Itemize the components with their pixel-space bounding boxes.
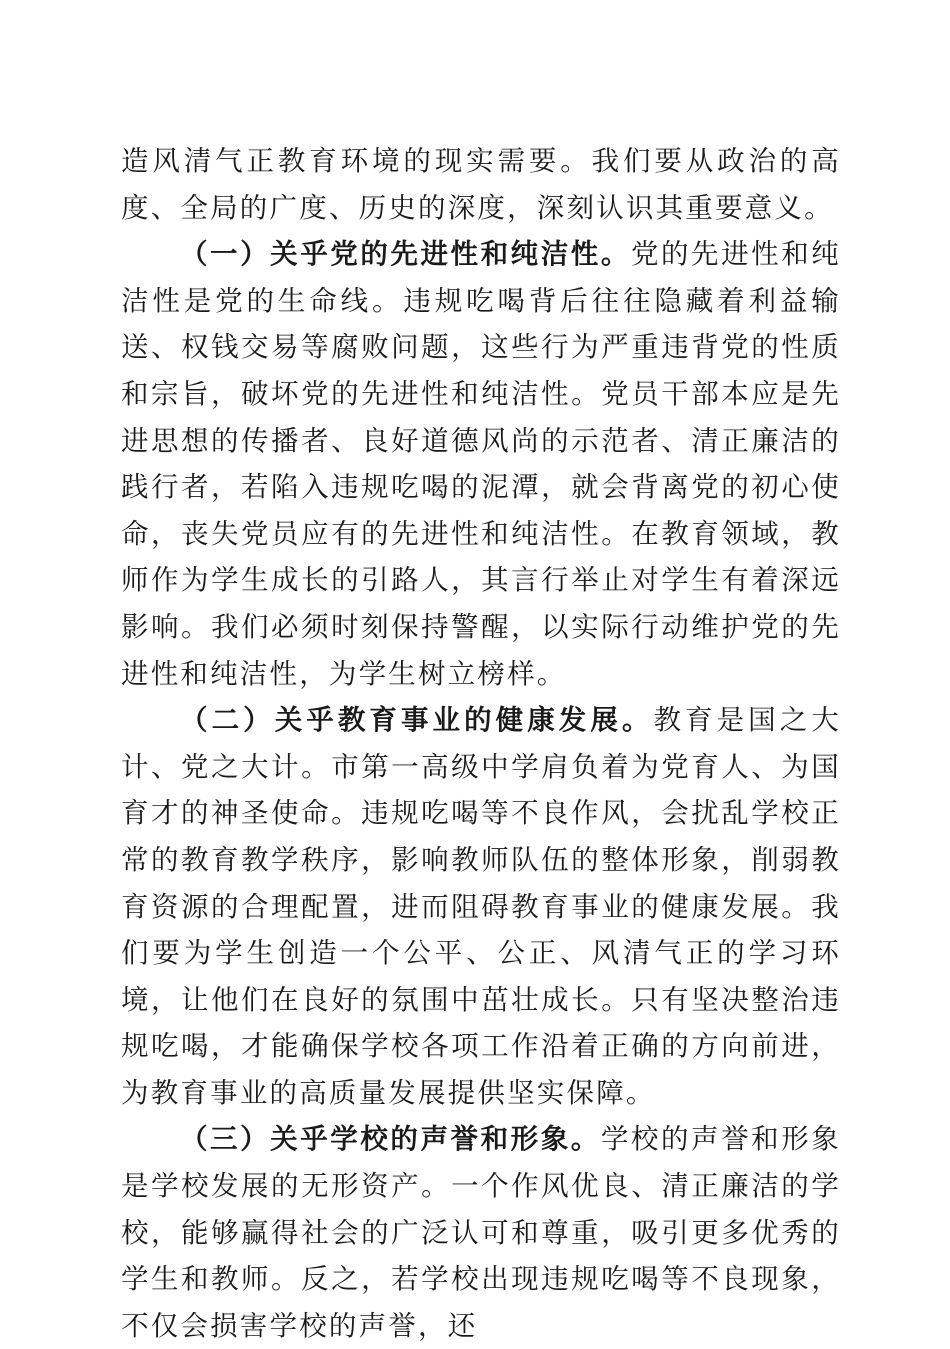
- paragraph-text: 教育是国之大计、党之大计。市第一高级中学肩负着为党育人、为国育才的神圣使命。违规吃喝等不良作风，会扰乱学校正常的教育教学秩序，影响教师队伍的整体形象，削弱教育资源的合理配置，进而阻碍教育事业的健康发展。我们要为学生创造一个公平、公正、风清气正的学习环境，让他们在良好的氛围中茁壮成长。只有坚决整治违规吃喝，才能确保学校各项工作沿着正确的方向前进，为教育事业的高质量发展提供坚实保障。: [121, 704, 842, 1109]
- paragraph-text: 学校的声誉和形象是学校发展的无形资产。一个作风优良、清正廉洁的学校，能够赢得社会的广泛认可和尊重，吸引更多优秀的学生和教师。反之，若学校出现违规吃喝等不良现象，不仅会损害学校的声誉，还: [121, 1123, 841, 1342]
- paragraph-text: 造风清气正教育环境的现实需要。我们要从政治的高度、全局的广度、历史的深度，深刻认识其重要意义。: [121, 145, 841, 224]
- paragraph-section-2: [121, 697, 841, 1116]
- section-heading-2: （二）关乎教育事业的健康发展。: [180, 704, 654, 737]
- document-body: [121, 138, 841, 1349]
- section-heading-1: （一）关乎党的先进性和纯洁性。: [180, 238, 631, 271]
- paragraph-section-3: [121, 1116, 841, 1349]
- paragraph-section-1: [121, 231, 841, 697]
- section-heading-3: （三）关乎学校的声誉和形象。: [180, 1123, 601, 1156]
- paragraph-text: 党的先进性和纯洁性是党的生命线。违规吃喝背后往往隐藏着利益输送、权钱交易等腐败问题，这些行为严重违背党的性质和宗旨，破坏党的先进性和纯洁性。党员干部本应是先进思想的传播者、良好道德风尚的示范者、清正廉洁的践行者，若陷入违规吃喝的泥潭，就会背离党的初心使命，丧失党员应有的先进性和纯洁性。在教育领域，教师作为学生成长的引路人，其言行举止对学生有着深远影响。我们必须时刻保持警醒，以实际行动维护党的先进性和纯洁性，为学生树立榜样。: [121, 238, 842, 690]
- paragraph-intro-continuation: [121, 138, 841, 231]
